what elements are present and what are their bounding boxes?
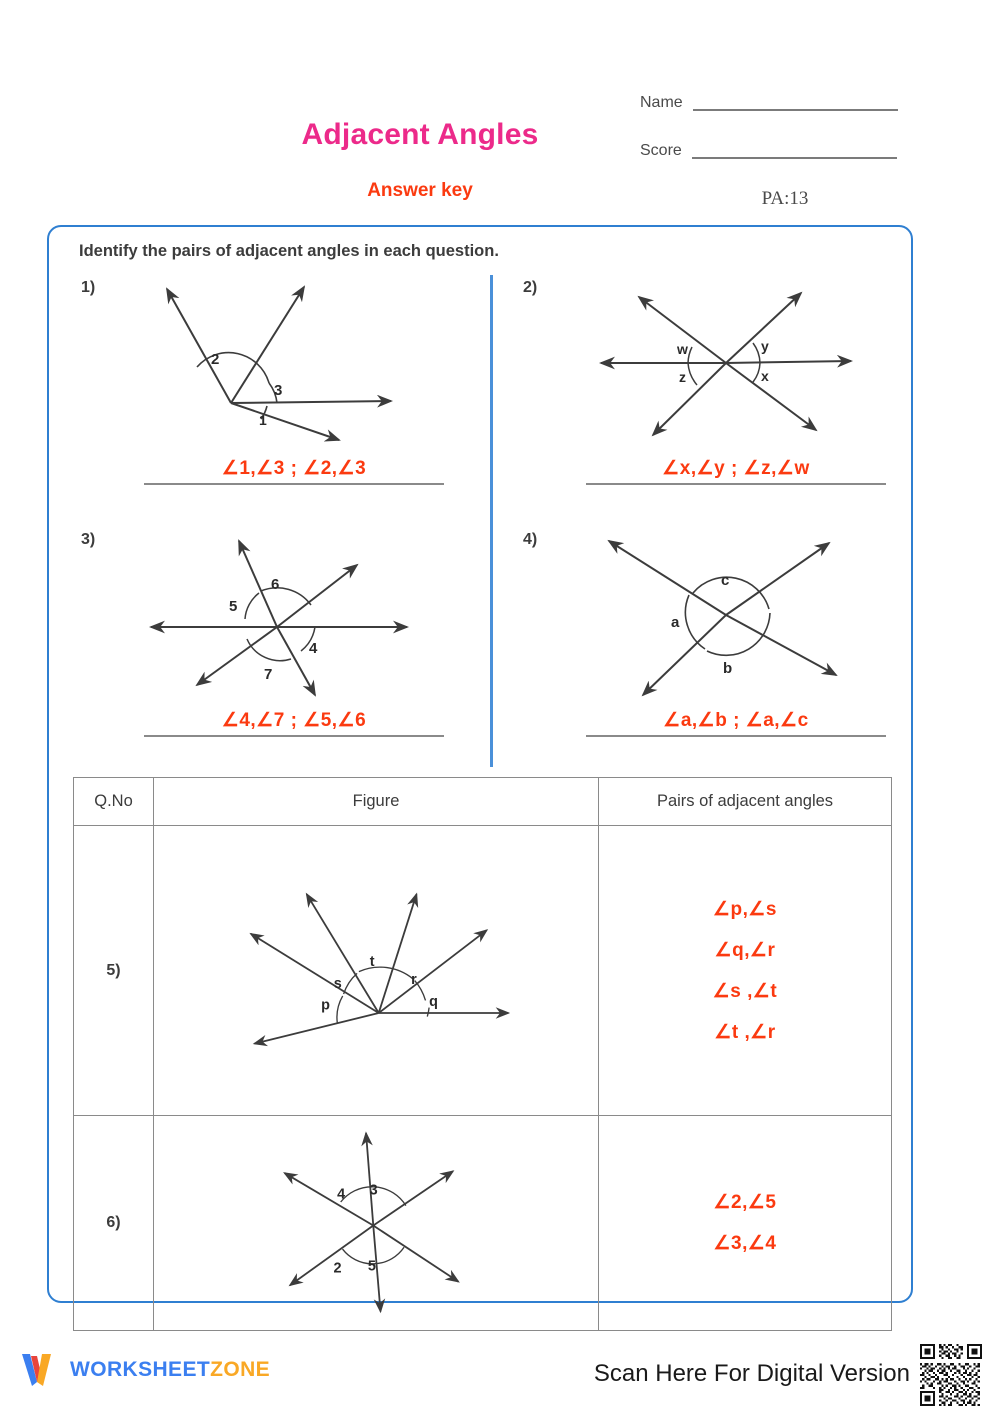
question-column-divider xyxy=(490,275,493,767)
question-4-answer-area xyxy=(586,709,886,737)
row-5-qno: 5) xyxy=(74,826,154,1116)
figure-label: q xyxy=(429,993,438,1010)
figure-label: w xyxy=(677,341,688,357)
worksheet-content-box xyxy=(47,225,913,1303)
figure-label: p xyxy=(321,997,330,1014)
question-1-number: 1) xyxy=(81,279,96,296)
question-2-number: 2) xyxy=(523,279,538,296)
row-6-answer-1: ∠2,∠5 xyxy=(713,1192,777,1213)
row-6-answer-2: ∠3,∠4 xyxy=(713,1233,777,1254)
answer-key-label: Answer key xyxy=(367,180,473,201)
figure-label: a xyxy=(671,614,680,631)
row-6-answers xyxy=(599,1116,892,1331)
figure-label: 1 xyxy=(259,412,267,428)
row-5-answer-1: ∠p,∠s xyxy=(712,898,778,920)
question-2-figure xyxy=(561,275,891,455)
logo-text-zone: ZONE xyxy=(210,1358,271,1381)
table-header-figure: Figure xyxy=(154,778,599,826)
answers-table xyxy=(73,777,892,1331)
question-2-answer-area xyxy=(586,457,886,485)
row-6-qno: 6) xyxy=(74,1116,154,1331)
table-row xyxy=(74,1116,892,1331)
question-3-answer: ∠4,∠7 ; ∠5,∠6 xyxy=(221,710,367,731)
figure-label: 6 xyxy=(271,576,280,593)
row-5-answer-4: ∠t ,∠r xyxy=(714,1021,776,1043)
table-header-answers: Pairs of adjacent angles xyxy=(599,778,892,826)
score-label: Score xyxy=(640,142,682,159)
question-4-answer: ∠a,∠b ; ∠a,∠c xyxy=(663,710,809,731)
figure-label: x xyxy=(761,368,769,384)
name-input-line[interactable] xyxy=(693,95,898,111)
figure-label: z xyxy=(679,369,686,385)
logo-mark-icon xyxy=(18,1350,62,1390)
figure-label: b xyxy=(723,660,733,677)
question-3-number: 3) xyxy=(81,531,96,548)
question-2-answer: ∠x,∠y ; ∠z,∠w xyxy=(662,458,810,479)
question-4-answer-line[interactable] xyxy=(586,735,886,737)
figure-label: 2 xyxy=(211,351,220,368)
figure-label: y xyxy=(761,338,769,354)
worksheet-code: PA:13 xyxy=(761,188,809,209)
logo-text-worksheet: WORKSHEET xyxy=(70,1358,211,1381)
row-5-answer-3: ∠s ,∠t xyxy=(712,980,778,1002)
figure-label: 2 xyxy=(333,1260,342,1277)
page-title: Adjacent Angles xyxy=(301,118,539,151)
name-label: Name xyxy=(640,94,683,111)
question-3-answer-area xyxy=(144,709,444,737)
scan-prompt-text: Scan Here For Digital Version xyxy=(593,1360,910,1387)
figure-label: 3 xyxy=(274,382,283,399)
logo-text xyxy=(70,1358,270,1382)
name-field[interactable] xyxy=(640,95,898,111)
question-4-figure xyxy=(561,527,891,707)
figure-label: 5 xyxy=(367,1258,376,1275)
figure-label: 7 xyxy=(264,666,273,683)
score-field[interactable] xyxy=(640,143,897,159)
table-header-qno: Q.No xyxy=(74,778,154,826)
figure-label: r xyxy=(411,972,417,989)
worksheet-zone-logo[interactable] xyxy=(18,1350,270,1390)
question-1-answer-line[interactable] xyxy=(144,483,444,485)
question-3-figure xyxy=(119,527,449,707)
qr-code-icon[interactable] xyxy=(920,1344,982,1406)
question-3-answer-line[interactable] xyxy=(144,735,444,737)
figure-label: 5 xyxy=(229,598,238,615)
instruction-text: Identify the pairs of adjacent angles in each question. xyxy=(79,242,499,260)
figure-label: 3 xyxy=(369,1182,378,1199)
score-input-line[interactable] xyxy=(692,143,897,159)
row-5-figure xyxy=(154,826,599,1116)
question-1-answer-area xyxy=(144,457,444,485)
figure-label: t xyxy=(369,954,375,971)
table-row xyxy=(74,826,892,1116)
row-5-answer-2: ∠q,∠r xyxy=(714,939,776,961)
page-header xyxy=(0,0,1000,215)
question-1-figure xyxy=(119,275,449,455)
question-1-answer: ∠1,∠3 ; ∠2,∠3 xyxy=(221,458,367,479)
figure-label: 4 xyxy=(309,640,318,657)
page-footer xyxy=(0,1320,1000,1413)
figure-label: s xyxy=(333,975,342,992)
question-4-number: 4) xyxy=(523,531,538,548)
figure-label: 4 xyxy=(337,1185,346,1202)
figure-label: c xyxy=(721,572,730,589)
row-6-figure xyxy=(154,1116,599,1331)
question-2-answer-line[interactable] xyxy=(586,483,886,485)
table-header-row xyxy=(74,778,892,826)
row-5-answers xyxy=(599,826,892,1116)
